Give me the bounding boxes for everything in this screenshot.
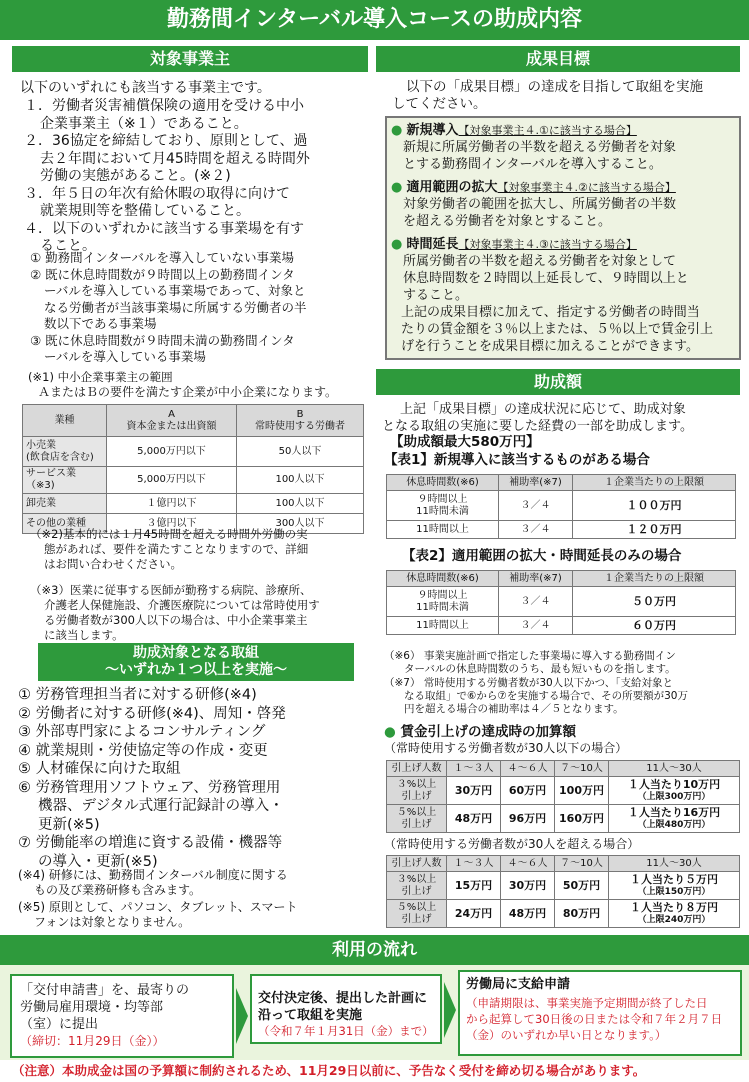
text-line: 11時間以上 — [416, 619, 469, 631]
text-line: １人当たり５万円 — [630, 872, 718, 886]
text-line: ９時間以上 — [417, 493, 468, 505]
note5 — [18, 900, 368, 930]
goals-intro — [392, 79, 737, 113]
action-line: ⑤ 人材確保に向けた取組 — [18, 761, 181, 777]
cell-capital: ３億円以下 — [107, 514, 237, 534]
text-line: ① 勤務間インターバルを導入していない事業場 — [30, 250, 295, 265]
goal-title — [391, 236, 737, 253]
target-list — [24, 98, 374, 256]
step1-deadline: （締切：11月29日（金）） — [20, 1034, 165, 1048]
target-intro: 以下のいずれにも該当する事業主です。 — [20, 80, 271, 96]
bullet-icon: ● — [384, 724, 396, 740]
sme-table — [22, 404, 364, 534]
cell-v3: 160万円 — [555, 805, 609, 833]
note4 — [18, 868, 368, 898]
text-line: してください。 — [392, 96, 487, 112]
text-line: （※3）医業に従事する医師が勤務する病院、診療所、 — [30, 583, 312, 597]
text-line: 対象労働者の範囲を拡大し、所属労働者の半数 — [403, 197, 677, 212]
wage-header: ４～６人 — [501, 856, 555, 872]
table-row — [387, 491, 736, 521]
cell-label — [387, 900, 447, 928]
step2-deadline: （令和７年１月31日（金）まで） — [258, 1024, 434, 1038]
text-line: たりの賃金額を３％以上または、５％以上で賃金引上 — [401, 322, 714, 337]
text-line: フォンは対象となりません。 — [34, 915, 191, 929]
target-item — [24, 186, 374, 221]
cell-rate: ３／４ — [499, 617, 573, 635]
text-line: 企業事業主（※１）であること。 — [40, 115, 248, 132]
text-line: 労働の実態があること。(※２) — [40, 168, 231, 184]
table-row — [387, 805, 740, 833]
arrow-icon — [236, 988, 248, 1044]
goal-item — [391, 179, 737, 230]
cell-v1: 24万円 — [447, 900, 501, 928]
action-line: 機器、デジタル式運行記録計の導入・ — [38, 798, 284, 814]
text-line: （上限480万円） — [637, 819, 711, 830]
text-line: 態があれば、要件を満たすことなりますので、詳細 — [44, 542, 309, 556]
th-capital: A 資本金または出資額 — [107, 405, 237, 437]
table-row — [23, 494, 364, 514]
cell-v2: 96万円 — [501, 805, 555, 833]
cell-limit: ５０万円 — [573, 587, 736, 617]
action-line: ① 労務管理担当者に対する研修(※4) — [18, 687, 257, 703]
text-line: 引上げ — [401, 818, 432, 830]
amount-table-2 — [386, 570, 736, 635]
goal-title — [391, 122, 737, 139]
text-line: （※2)基本的には１月45時間を超える時間外労働の実 — [30, 527, 308, 541]
text-line: （金）のいずれか早い日となります。） — [466, 1028, 667, 1042]
action-line: ③ 外部専門家によるコンサルティング — [18, 724, 266, 740]
text-line: もの及び業務研修も含みます。 — [34, 883, 202, 897]
text-line: 去２年間において月45時間を超える時間外 — [40, 150, 310, 167]
goals-box — [385, 116, 741, 360]
goal-title-text: 適用範囲の拡大 — [406, 180, 498, 195]
flow-step-3 — [458, 970, 742, 1056]
text-line: １人当たり16万円 — [627, 805, 721, 819]
action-line: ④ 就業規則・労使協定等の作成・変更 — [18, 742, 268, 759]
wage-table-small — [386, 760, 740, 833]
wage-title: ● 賃金引上げの達成時の加算額 — [384, 724, 576, 740]
cell-rest — [387, 587, 499, 617]
th-rate: 補助率(※7) — [499, 475, 573, 491]
text-line: 引上げ — [401, 913, 432, 925]
cell-limit: ６０万円 — [573, 617, 736, 635]
cell-label — [387, 872, 447, 900]
cell-workers: 100人以下 — [237, 467, 364, 494]
cell-limit: １００万円 — [573, 491, 736, 521]
cell-v1: 30万円 — [447, 777, 501, 805]
text-line: ターバルの休息時間数のうち、最も短いものを指します。 — [404, 663, 676, 675]
target-sub-list — [30, 250, 375, 366]
cell-workers: 300人以下 — [237, 514, 364, 534]
text-line: 上記「成果目標」の達成状況に応じて、助成対象 — [400, 402, 686, 417]
table-row — [387, 777, 740, 805]
actions-list — [18, 686, 368, 871]
actions-heading: 助成対象となる取組 ～いずれか１つ以上を実施～ — [38, 643, 354, 681]
text-line: 交付決定後、提出した計画に — [258, 991, 428, 1006]
wage-header: １～３人 — [447, 761, 501, 777]
text-line: (飲食店を含む) — [26, 451, 94, 463]
goal-item — [391, 236, 737, 304]
goal-title — [391, 179, 737, 196]
cell-workers: 50人以下 — [237, 437, 364, 467]
cell-rest — [387, 617, 499, 635]
wage-header: 引上げ人数 — [387, 761, 447, 777]
text-line: なる取組」で⑥から⑦を実施する場合で、その所要額が30万 — [404, 690, 688, 702]
table-row — [23, 437, 364, 467]
text-line: （上限240万円） — [637, 914, 711, 925]
action-line: ⑦ 労働能率の増進に資する設備・機器等 — [18, 835, 283, 851]
text-line: に該当します。 — [44, 628, 124, 642]
cell-v3: 100万円 — [555, 777, 609, 805]
text-line: １．労働者災害補償保険の適用を受ける中小 — [24, 98, 304, 114]
cell-v2: 30万円 — [501, 872, 555, 900]
text-line: (※4) 研修には、勤務間インターバル制度に関する — [18, 868, 288, 882]
cell-capital: 5,000万円以下 — [107, 467, 237, 494]
text-line: 11時間未満 — [416, 601, 469, 613]
note2 — [30, 527, 370, 572]
cell-rest — [387, 491, 499, 521]
flow-step-1 — [10, 974, 234, 1058]
text-line: サービス業 （※3) — [26, 468, 76, 491]
cell-v4 — [609, 805, 740, 833]
th-workers: B 常時使用する労働者 — [237, 405, 364, 437]
cell-v3: 50万円 — [555, 872, 609, 900]
goal-tag: 【対象事業主４.③に該当する場合】 — [458, 238, 637, 251]
text-line: (※5) 原則として、パソコン、タブレット、スマート — [18, 900, 298, 914]
cell-v4 — [609, 872, 740, 900]
text-line: 以下の「成果目標」の達成を目指して取組を実施 — [406, 79, 703, 95]
table-row — [387, 900, 740, 928]
th-rest: 休息時間数(※6) — [387, 571, 499, 587]
amount-max: 【助成額最大580万円】 — [390, 434, 540, 450]
wage-header: １～３人 — [447, 856, 501, 872]
bullet-icon: ● — [391, 237, 407, 252]
note3 — [30, 583, 370, 643]
text-line: ーバルを導入している事業場 — [44, 349, 206, 364]
th-limit: １企業当たりの上限額 — [573, 475, 736, 491]
action-line: の導入・更新(※5) — [38, 853, 158, 870]
text-line: ５%以上 — [396, 806, 437, 818]
text-line: 介護老人保健施設、介護医療院については常時使用す — [44, 598, 320, 612]
cell-limit: １２０万円 — [573, 521, 736, 539]
goal-title-text: 新規導入 — [406, 123, 459, 138]
text-line: （上限150万円） — [637, 886, 711, 897]
cell-v1: 48万円 — [447, 805, 501, 833]
amount-heading: 助成額 — [376, 369, 740, 395]
cell-rest — [387, 521, 499, 539]
text-line: ② 既に休息時間数が９時間以上の勤務間インタ — [30, 266, 295, 282]
wage-header: 11人～30人 — [609, 856, 740, 872]
table-row — [23, 467, 364, 494]
text-line: 引上げ — [401, 790, 432, 802]
text-line: （※7） 常時使用する労働者数が30人以下かつ、「支給対象と — [384, 677, 674, 689]
cell-capital: 5,000万円以下 — [107, 437, 237, 467]
cell-rate: ３／４ — [499, 587, 573, 617]
text-line: 卸売業 — [26, 497, 56, 509]
text-line: ３%以上 — [396, 778, 437, 790]
text-line: （上限300万円） — [637, 791, 711, 802]
amount-intro — [382, 401, 742, 435]
cell-label — [387, 805, 447, 833]
step3-title: 労働局に支給申請 — [466, 977, 571, 992]
th-rate: 補助率(※7) — [499, 571, 573, 587]
text-line: すること。 — [403, 288, 469, 303]
text-line: げを行うことを成果目標に加えることができます。 — [401, 339, 699, 354]
wage-header: 11人～30人 — [609, 761, 740, 777]
arrow-icon — [444, 982, 456, 1038]
text-line: 円を超える場合の補助率は４／５となります。 — [404, 703, 624, 715]
footer-note: （注意）本助成金は国の予算額に制約されるため、11月29日以前に、予告なく受付を締め切る場合があります。 — [12, 1063, 646, 1078]
wage-header: ７～10人 — [555, 856, 609, 872]
large-title: （常時使用する労働者数が30人を超える場合） — [384, 837, 640, 851]
text-line: とする勤務間インターバルを導入すること。 — [403, 157, 662, 172]
wage-header: ４～６人 — [501, 761, 555, 777]
text-line: 11時間以上 — [416, 523, 469, 535]
text-line: 休息時間数を２時間以上延長して、９時間以上と — [403, 271, 689, 286]
wage-header: ７～10人 — [555, 761, 609, 777]
flow-step-2 — [250, 974, 442, 1044]
amount-table-1 — [386, 474, 736, 539]
cell-v4 — [609, 900, 740, 928]
wage-table-large — [386, 855, 740, 928]
action-line: ⑥ 労務管理用ソフトウェア、労務管理用 — [18, 779, 281, 796]
table-row — [387, 587, 736, 617]
cell-rate: ３／４ — [499, 521, 573, 539]
text-line: 労働局雇用環境・均等部 — [20, 1000, 164, 1015]
note1-desc: ＡまたはＢの要件を満たす企業が中小企業になります。 — [38, 385, 338, 399]
text-line: １人当たり８万円 — [630, 900, 718, 914]
text-line: ９時間以上 — [417, 589, 468, 601]
text-line: 「交付申請書」を、最寄りの — [20, 983, 190, 998]
text-line: ２．36協定を締結しており、原則として、過 — [24, 133, 308, 149]
text-line: 就業規則等を整備していること。 — [40, 203, 250, 219]
th-industry: 業種 — [23, 405, 107, 437]
cell-rate: ３／４ — [499, 491, 573, 521]
th-limit: １企業当たりの上限額 — [573, 571, 736, 587]
text-line: 小売業 — [26, 439, 56, 451]
goal-title-text: 時間延長 — [406, 237, 459, 252]
flow-heading: 利用の流れ — [0, 935, 749, 965]
cell-label — [387, 777, 447, 805]
text-line: １人当たり10万円 — [627, 777, 721, 791]
text-line: 所属労働者の半数を超える労働者を対象として — [403, 254, 677, 269]
text-line: ーバルを導入している事業場であって、対象と — [44, 283, 306, 298]
text-line: を超える労働者を対象とすること。 — [403, 214, 612, 229]
text-line: その他の業種 — [26, 517, 86, 529]
text-line: ４．以下のいずれかに該当する事業場を有す — [24, 220, 304, 237]
cell-industry — [23, 494, 107, 514]
text-line: から起算して30日後の日または令和７年２月７日 — [466, 1012, 723, 1026]
text-line: る労働者数が300人以下の場合は、中小企業事業主 — [44, 613, 308, 627]
cell-v3: 80万円 — [555, 900, 609, 928]
cell-v1: 15万円 — [447, 872, 501, 900]
wage-header: 引上げ人数 — [387, 856, 447, 872]
cell-v2: 60万円 — [501, 777, 555, 805]
text-line: 新規に所属労働者の半数を超える労働者を対象 — [403, 140, 677, 155]
action-line: 更新(※5) — [38, 816, 100, 833]
text-line: はお問い合わせください。 — [44, 557, 182, 571]
note1-title: (※1) 中小企業事業主の範囲 — [28, 370, 173, 384]
table-row — [387, 521, 736, 539]
note7 — [384, 677, 744, 716]
text-line: ３%以上 — [396, 873, 437, 885]
cell-workers: 100人以下 — [237, 494, 364, 514]
text-line: 引上げ — [401, 885, 432, 897]
text-line: 沿って取組を実施 — [258, 1008, 363, 1023]
action-line: ② 労働者に対する研修(※4)、周知・啓発 — [18, 705, 286, 722]
target-item — [24, 133, 374, 186]
table1-title: 【表1】新規導入に該当するものがある場合 — [384, 452, 650, 468]
note6 — [384, 650, 744, 676]
text-line: なる労働者が当該事業場に所属する労働者の半 — [44, 299, 307, 315]
text-line: 11時間未満 — [416, 505, 469, 517]
text-line: 数以下である事業場 — [44, 316, 157, 331]
text-line: （室）に提出 — [20, 1017, 99, 1032]
table-row — [387, 872, 740, 900]
cell-industry — [23, 437, 107, 467]
table-row — [387, 617, 736, 635]
bullet-icon: ● — [391, 123, 407, 138]
text-line: ３．年５日の年次有給休暇の取得に向けて — [24, 185, 290, 202]
small-title: （常時使用する労働者数が30人以下の場合） — [384, 741, 628, 755]
target-heading: 対象事業主 — [12, 46, 368, 72]
th-rest: 休息時間数(※6) — [387, 475, 499, 491]
page-title: 勤務間インターバル導入コースの助成内容 — [0, 0, 749, 40]
target-item — [24, 98, 374, 133]
goal-tag: 【対象事業主４.①に該当する場合】 — [458, 124, 637, 137]
goal-tag: 【対象事業主４.②に該当する場合】 — [497, 181, 676, 194]
text-line: 上記の成果目標に加えて、指定する労働者の時間当 — [401, 305, 700, 320]
goals-heading: 成果目標 — [376, 46, 740, 72]
text-line: （※6） 事業実施計画で指定した事業場に導入する勤務間イン — [384, 650, 676, 662]
bullet-icon: ● — [391, 180, 407, 195]
text-line: となる取組の実施に要した経費の一部を助成します。 — [382, 419, 693, 434]
text-line: （申請期限は、事業実施予定期間が終了した日 — [466, 996, 708, 1010]
goal-item — [391, 122, 737, 173]
table2-title: 【表2】適用範囲の拡大・時間延長のみの場合 — [402, 548, 682, 564]
text-line: ③ 既に休息時間数が９時間未満の勤務間インタ — [30, 332, 295, 348]
text-line: ５%以上 — [396, 901, 437, 913]
cell-v2: 48万円 — [501, 900, 555, 928]
cell-industry — [23, 467, 107, 494]
cell-capital: １億円以下 — [107, 494, 237, 514]
cell-v4 — [609, 777, 740, 805]
goals-extra — [401, 304, 737, 355]
text-line: ること。 — [40, 238, 96, 254]
